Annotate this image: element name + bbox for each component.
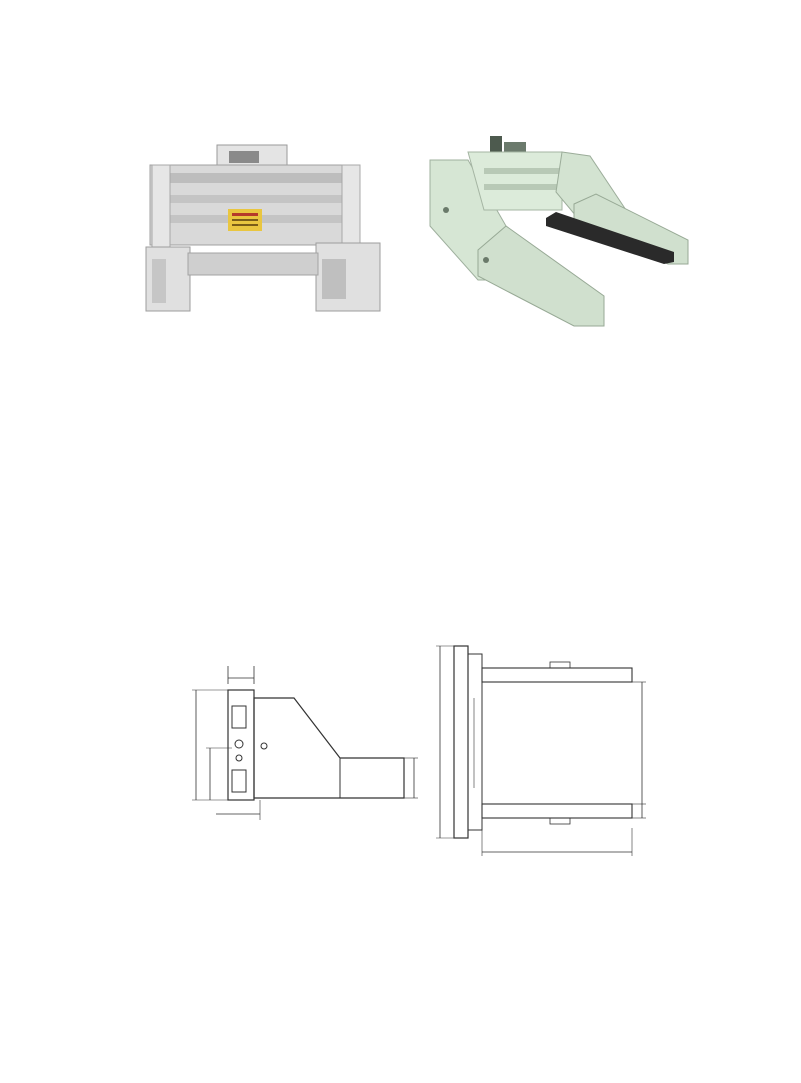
side-view-drawing bbox=[176, 640, 436, 840]
grey-brick-clamp-photo bbox=[140, 143, 386, 315]
top-view-drawing bbox=[430, 638, 670, 860]
green-brick-clamp-photo bbox=[424, 130, 694, 328]
